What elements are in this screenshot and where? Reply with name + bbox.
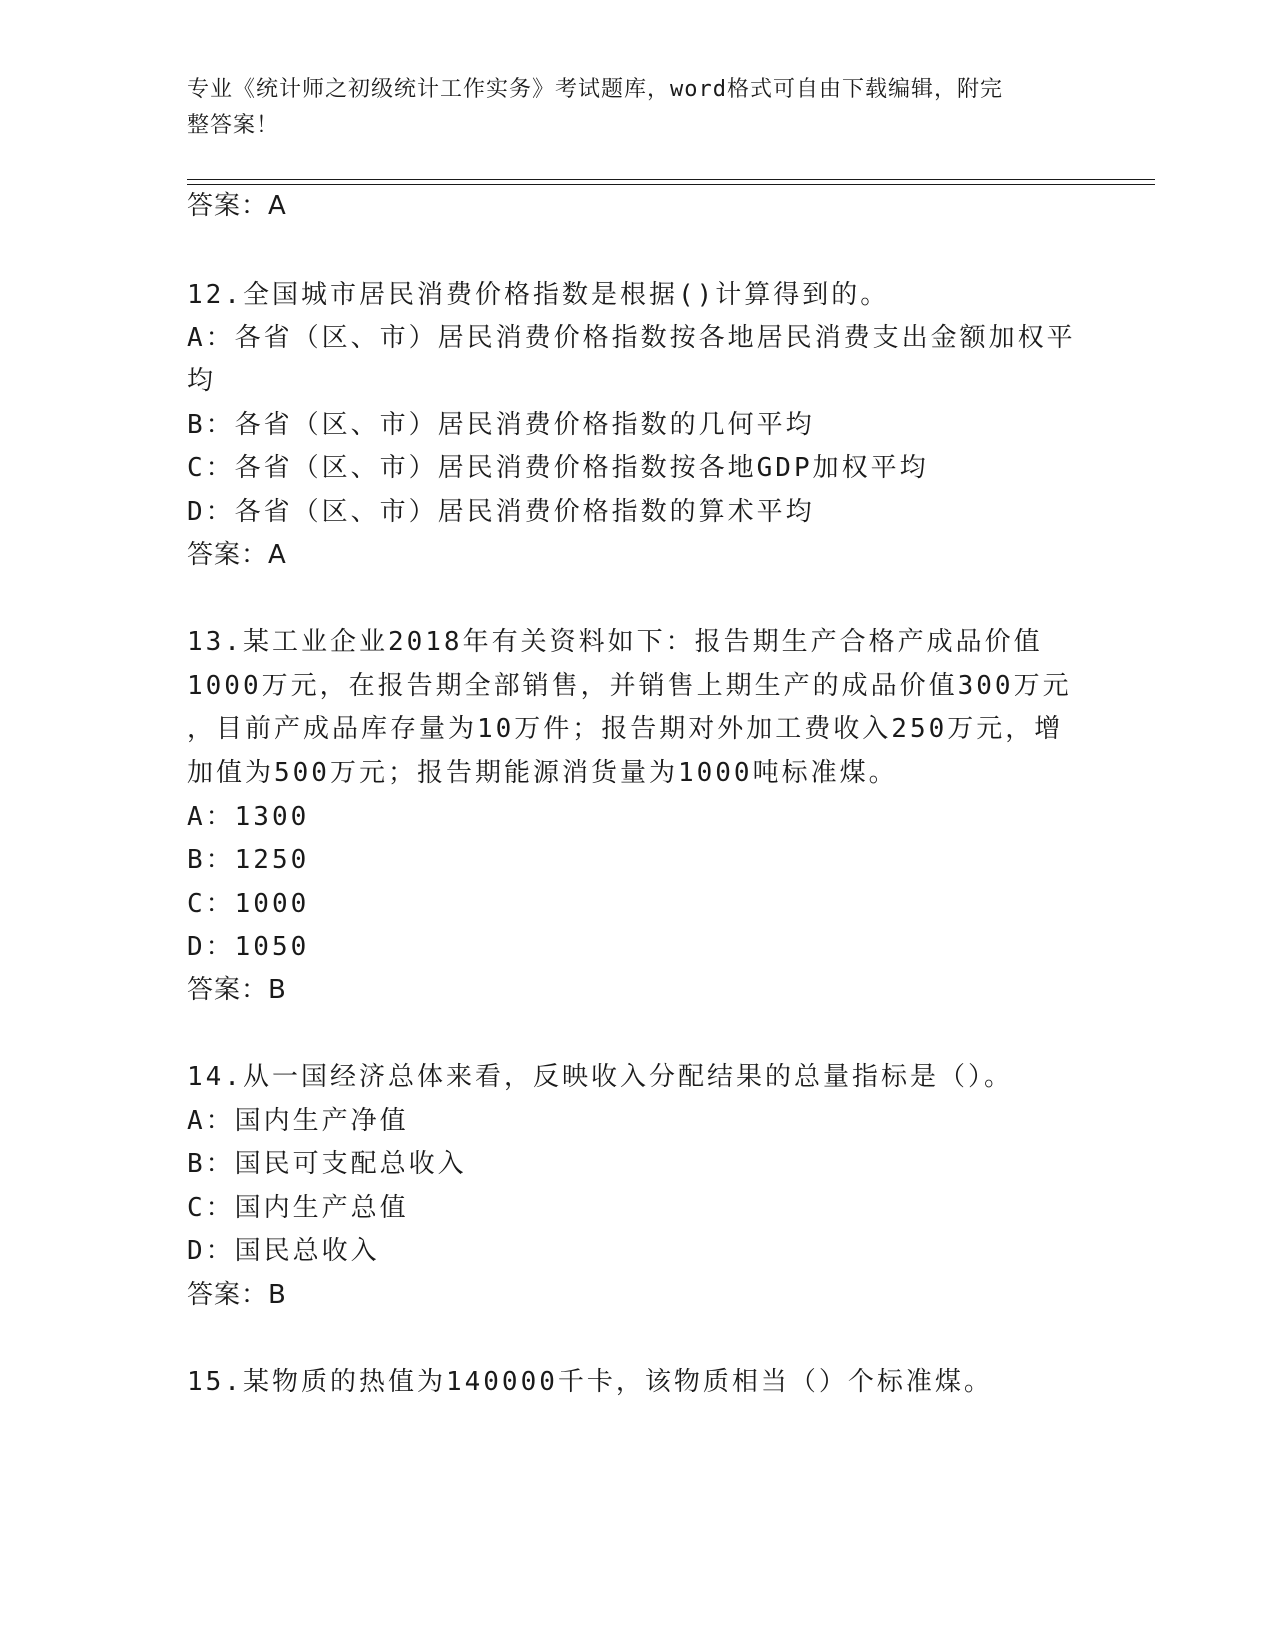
answer-label: 答案： [187, 191, 269, 221]
answer-label: 答案： [187, 540, 269, 570]
question-12-option-a-cont: 均 [187, 366, 217, 396]
header-line-2: 整答案！ [187, 113, 280, 138]
answer-14 [187, 1275, 287, 1315]
question-14-option-d: D：国民总收入 [187, 1236, 380, 1266]
answer-value: A [268, 191, 287, 221]
question-12-option-b: B：各省（区、市）居民消费价格指数的几何平均 [187, 410, 815, 440]
answer-12 [187, 535, 287, 575]
header-line-1: 专业《统计师之初级统计工作实务》考试题库，word格式可自由下载编辑，附完 [187, 77, 1003, 102]
question-14-option-c: C：国内生产总值 [187, 1193, 409, 1223]
question-13-option-a: A：1300 [187, 802, 310, 832]
answer-value: B [268, 1280, 287, 1310]
question-14-stem: 14.从一国经济总体来看，反映收入分配结果的总量指标是（）。 [187, 1062, 1013, 1092]
question-12-stem: 12.全国城市居民消费价格指数是根据()计算得到的。 [187, 280, 890, 310]
question-14-option-b: B：国民可支配总收入 [187, 1149, 467, 1179]
header-rule-top [187, 179, 1155, 180]
question-13-stem-2: 1000万元，在报告期全部销售，并销售上期生产的成品价值300万元 [187, 671, 1072, 701]
header-rule-bottom [187, 184, 1155, 185]
question-12-option-d: D：各省（区、市）居民消费价格指数的算术平均 [187, 497, 815, 527]
question-12-option-a: A：各省（区、市）居民消费价格指数按各地居民消费支出金额加权平 [187, 323, 1076, 353]
question-13-option-c: C：1000 [187, 889, 310, 919]
answer-11 [187, 186, 287, 226]
question-12-option-c: C：各省（区、市）居民消费价格指数按各地GDP加权平均 [187, 453, 929, 483]
question-13-stem-4: 加值为500万元；报告期能源消货量为1000吨标准煤。 [187, 758, 898, 788]
question-15-stem: 15.某物质的热值为140000千卡，该物质相当（）个标准煤。 [187, 1367, 993, 1397]
answer-13 [187, 970, 287, 1010]
answer-value: A [268, 540, 287, 570]
answer-label: 答案： [187, 975, 269, 1005]
question-13-option-d: D：1050 [187, 932, 310, 962]
question-13-stem-3: ，目前产成品库存量为10万件；报告期对外加工费收入250万元，增 [187, 714, 1064, 744]
document-header [187, 72, 1067, 144]
question-14-option-a: A：国内生产净值 [187, 1106, 409, 1136]
question-13-stem-1: 13.某工业企业2018年有关资料如下：报告期生产合格产成品价值 [187, 627, 1043, 657]
question-13-option-b: B：1250 [187, 845, 310, 875]
answer-value: B [268, 975, 287, 1005]
answer-label: 答案： [187, 1280, 269, 1310]
